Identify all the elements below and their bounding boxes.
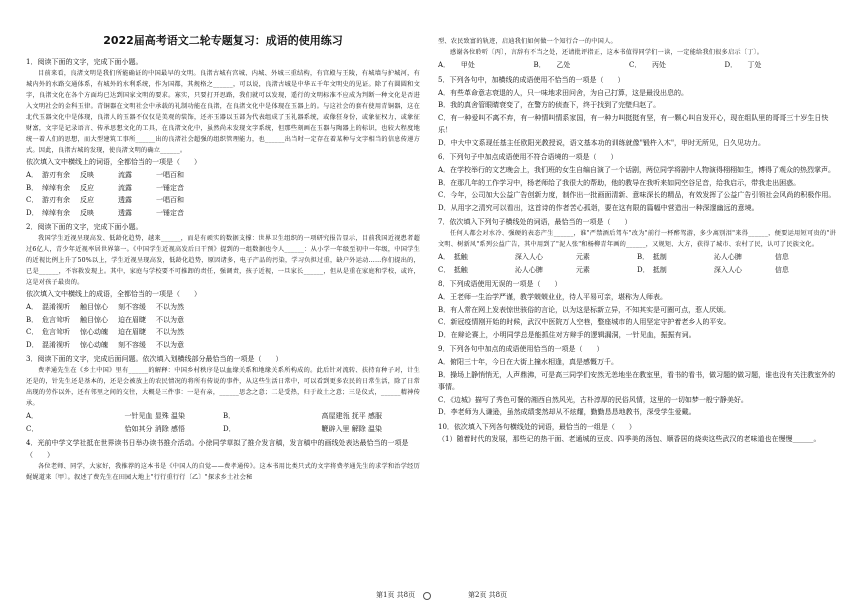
option-row: A． 混淆视听 触目惊心 刻不容缓 不以为然 xyxy=(26,303,184,311)
option-d: D．在辩论赛上，小明同学总是能抓住对方辩手的逻辑漏洞，一针见血，振振有词。 xyxy=(438,330,696,339)
option-row: C． 危言耸听 惊心动魄 迫在眉睫 不以为然 xyxy=(26,328,184,336)
question-4-passage-cont2: 感谢各位聆听〔丙〕，言辞有不当之处，还请批评指正，这本书值得同学们一读，一定能给我们很多启示〔丁〕。 xyxy=(450,49,764,56)
option-row: B． 绰绰有余 反应 流露 一锤定音 xyxy=(26,183,184,192)
option-b: B．在那几年的工作学习中，杨老师给了我很大的帮助，他的教导在我听来如同空谷足音，给我启示，带我走出困惑。 xyxy=(438,178,801,187)
question-9-stem: 9．下列各句中加点的成语使用恰当的一项是（ ） xyxy=(438,345,604,353)
question-2-passage: 我国学生近视呈现高发、低龄化趋势，越来______，而是有顽实的数据支撑：世界卫生组织的一项研究报告显示，目前我国近视患者超过6亿人，青少年近视率居世界第一。《中国学生近视高发后日干预》提到的一组数据也令人______：从小学一年级至初中一年级，中国学生的近视比例上升了50%以上，学生近视呈现高发，低龄化趋势，原因诸多，电子产品的污染，学习负担过重，缺户外运动……你们提出的，已是______，不容救发现上。其中，家庭与学校要不可推卸的责任，强调责，孩子近视，一旦家长______，但从是重在家庭和学校，或许，这是对孩子最贵的。 xyxy=(26,235,420,286)
option-a: A．俯阳三十年，今日在大街上撞水相逢，真是感慨万千。 xyxy=(438,358,619,366)
question-2-options xyxy=(26,301,420,351)
question-3-options xyxy=(26,410,420,435)
option-row: C． 恰如其分 消除 感悟 D． 鞭辟入里 解除 温染 xyxy=(26,424,382,433)
question-1-options xyxy=(26,169,420,219)
right-page xyxy=(430,0,860,608)
question-4-passage: 各位老师、同学，大家好，我推荐的这本书是《中国人的自觉——费孝通传》。这本书用比类只式的文字将费孝通先生的求学和治学经历娓娓道来〔甲〕。叙述了费先生在田园大地上"行行重行行〔乙〕"探求乡土社会秘 xyxy=(26,463,420,481)
question-10-stem: 10．依次填入下列各句横线处的词语，最恰当的一组是（ ） xyxy=(438,422,636,431)
question-3-passage: 费孝通先生在《乡土中国》里有______的解释：中国乡村秩序是以血缘关系和地缘关系所构成的。此后针对流转、扶持育种子对，计生还是的，针先生还是基本的，还是会被放上的农民情况的将所有传说的事件，从这些生活日常中，可以看到更多农民的日常生活，除了日常出现的劳作以外，还有邻里之间的交往，大概是三件事：一是有亲，______思念之意；二是受热，归于故土之意；三是仪式，______精神传承。 xyxy=(26,367,420,407)
left-page-number: 第1页 共8页 xyxy=(376,591,416,599)
question-7-passage: 任何人都会对水冷、强硬的表态产生______，谁"严禁酒后驾车"改为"前行一杯醉驾游，多少离别泪"来得______，便要运用短可贵的"讲文明、树新风"系列公益广告，其中用到了"泥人张"和杨柳青年画的______，又规矩、大方，获得了城市、农村了民，认可了民族文化。 xyxy=(438,230,836,248)
option-d: D．从用字之清究可以看出，这首诗的作者苦心孤诣，要在这有限的篇幅中营造出一种深邃幽远的意境。 xyxy=(438,203,759,212)
option-row: A． 抵触 深入人心 元素 B． 抵制 沁人心脾 信息 xyxy=(438,253,789,261)
question-8-stem: 8．下列成语使用无误的一项是（ ） xyxy=(438,280,562,288)
question-2-stem: 2．阅读下面的文字，完成下面小题。 xyxy=(26,223,143,231)
question-10-sub-1: （1）随着时代的发展，那些记的热干面、老通城的豆皮、四季美的汤包、顺香居的烧卖这些武汉的老味道也在慢慢______。 xyxy=(438,434,821,443)
option-a: A．王老师一生治学严谨，教学兢兢业业，待人平易可亲，堪称为人师表。 xyxy=(438,293,668,301)
option-row: A． 一针见血 显殊 温染 B． 高屋建瓴 抚平 感服 xyxy=(26,412,382,420)
question-5-stem: 5．下列各句中，加横线的成语使用不恰当的一项是（ ） xyxy=(438,75,625,84)
question-5-options xyxy=(438,87,836,150)
option-c: C．有一种爱叫不离不弃，有一种情叫情系家国，有一种力叫挺挺有坚，有一颗心叫自发开心，现在组队里的哥哥三十岁生日快乐！ xyxy=(438,113,829,134)
option-b: B．操场上静悄悄无，人声鼎沸，可是高三同学们安然无恙地坐在教室里，看书的看书，做习题的做习题，谁也没有关注教室外的事情。 xyxy=(438,370,836,391)
option-c: C．《边城》描写了秀色可餐的湘西自然风光，古朴淳厚的民俗风情，这里的一切如梦一般宁静美好。 xyxy=(438,395,748,404)
question-3-stem: 3．阅读下面的文字，完成后面问题。依次填入划横线部分最恰当的一项是（ ） xyxy=(26,355,283,363)
right-page-number: 第2页 共8页 xyxy=(468,591,508,599)
option-row: C． 抵触 沁人心脾 元素 D． 抵制 深入人心 信息 xyxy=(438,265,789,274)
question-7-stem: 7．依次填入下列句子横线处的词语，最恰当的一项是（ ） xyxy=(438,218,632,226)
question-6-options xyxy=(438,164,836,214)
question-4-stem: 4．光前中学文学社抵在世界读书日举办读书推介活动。小徐同学草拟了推介发言稿，发言稿中的画线处表达最恰当的一项是（ ） xyxy=(26,439,409,459)
question-9-options xyxy=(438,356,836,419)
document-title: 2022届高考语文二轮专题复习：成语的使用练习 xyxy=(103,34,343,47)
question-6-stem: 6．下列句子中加点成语使用不符合语境的一项是（ ） xyxy=(438,153,618,161)
question-7-options xyxy=(438,251,836,276)
question-4-options xyxy=(438,59,836,72)
option-b: B．我的真舍管眼睛衰变了，在警方的侦查下，终于找到了完壁归赵了。 xyxy=(438,101,661,109)
option-d: D．李老师为人谦逊，虽然成绩斐然却从不炫耀，勤勤恳恳地教书，深受学生爱戴。 xyxy=(438,408,696,416)
option-row: B． 危言耸听 触目惊心 迫在眉睫 不以为意 xyxy=(26,315,184,324)
option-a: A．在学校举行的文艺晚会上，我们班的女生自编自演了一个话剧，两位同学将剧中人物演得栩栩如生，博得了观众的热烈掌声。 xyxy=(438,166,836,174)
question-1-passage: 目前来看，良渚文明是我们所能确证的中国最早的文明。良渚古城有宫城、内城、外城三重结构，有宫殿与王陵，有城墙与护城河，有城内外的水路交通体系，有城外的水利系统，作为国都，其规格之______，可以说，良渚古城是中华五千年文明史的见证。除了有圆圆和文字，良渚文化在各个方面均已达到国家文明的要求。寡实，只要打开思路，我们就可以发现，遥行的文明标准不应成为判断一种文化是否进入文明社会的金科玉律。青铜器在文明社会中承载的礼制功能在良渚，在良渚文化中是体现在玉器上的。与这社会的套有使用青铜器，这在北代玉器文化中是体现，良渚人的玉器不仅仅是美观的装饰，还亦玉器以玉部为代表组成了玉礼器系统，或像狂身份，或象征权力，或象征财富，文字是记录语言、传承思想文化的工具，在良渚文化中，虽然尚未发现文字系统，但那些刻画在玉器与陶器上的标识，也较大程度地统一着人们的思想，而大型建筑工事所______出的良渚社会超强的组织管理能力，也______出当时一定存在着某种与文字相当的信息传递方式。因此，良渚古城的发现，使良渚文明的确立______。 xyxy=(26,70,420,154)
option-b: B．有人常在网上发表惊世骇俗的言论，以为这是标新立异，不知其实是可圈可点，惹人厌烦。 xyxy=(438,305,731,314)
option-d: D．中大中文系现任基主任欧阳光教授说，语文基本功的训练就像"锻杵入木"，甲时无所见，日久见功力。 xyxy=(438,138,766,147)
option-row: D． 绰绰有余 反映 透露 一锤定音 xyxy=(26,208,184,217)
option-c: C．新冠疫情刚开始的时候，武汉中医院万人空巷，整座城市的人用坚定守护着老乡人的平安。 xyxy=(438,318,731,326)
option-row: A． 甲处 B． 乙处 C． 丙处 D． 丁处 xyxy=(438,61,762,69)
question-4-passage-cont: 型、农民致富的轨迹，启迪我们如何做一个知行合一的中国人。 xyxy=(438,38,617,45)
option-row: D． 混淆视听 惊心动魄 刻不容缓 不以为意 xyxy=(26,340,184,349)
option-row: C． 游刃有余 反应 透露 一唱百和 xyxy=(26,196,184,204)
option-a: A．有些革命意志衰退的人，只一味地求田问舍，为自己打算，这是最没出息的。 xyxy=(438,88,689,97)
option-row: A． 游刃有余 反映 流露 一唱百和 xyxy=(26,171,184,179)
question-1-prompt: 依次填入文中横线上的词语，全都恰当的一项是（ ） xyxy=(26,158,201,166)
question-8-options xyxy=(438,291,836,341)
question-1-stem: 1．阅读下面的文字，完成下面小题。 xyxy=(26,58,143,66)
binding-circle-icon xyxy=(423,592,431,600)
question-2-prompt: 依次填入文中横线上的成语，全都恰当的一项是（ ） xyxy=(26,290,201,298)
option-c: C．今年，公司加大公益广告创新力度，制作出一批画面清新、意味深长的精品，有效发挥了公益广告引领社会风尚的积极作用。 xyxy=(438,191,836,199)
